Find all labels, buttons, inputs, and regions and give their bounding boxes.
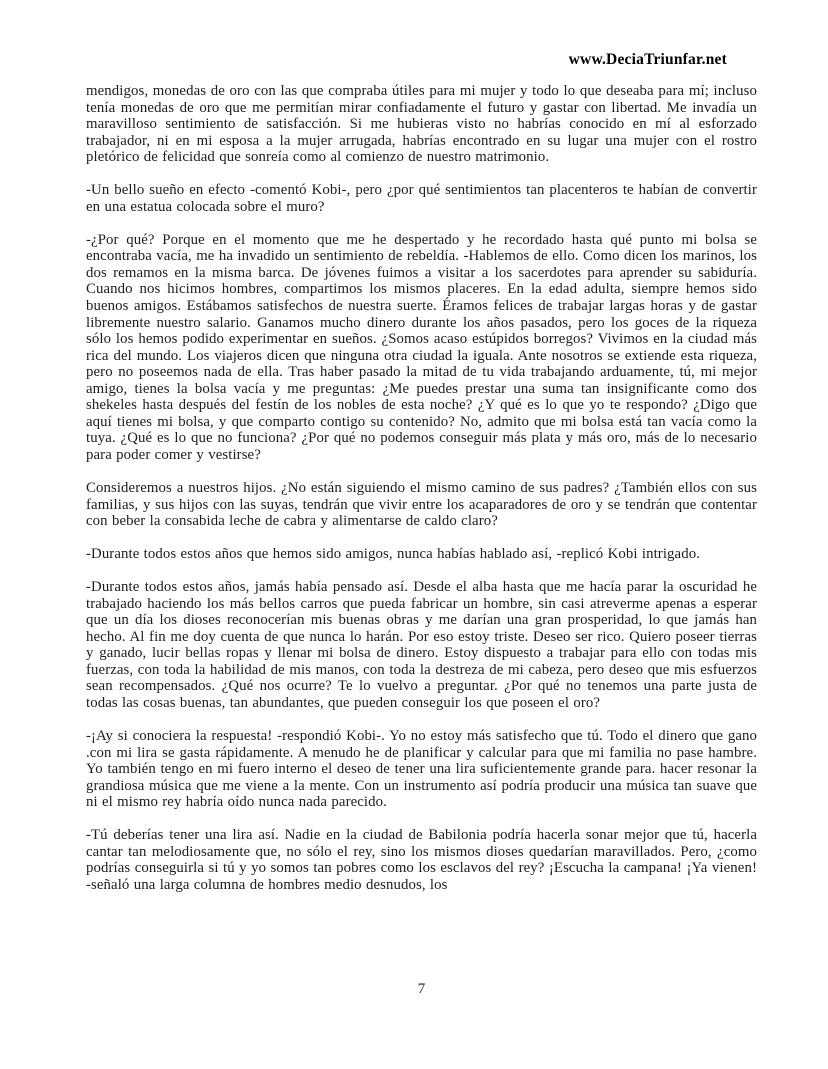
paragraph: mendigos, monedas de oro con las que compraba útiles para mi mujer y todo lo que deseaba para mí; incluso tenía monedas de oro que me permitían mirar confiadamente el futuro y gastar con libertad. Me invadía un maravilloso sentimiento de satisfacción. Si me hubieras visto no habrías conocido en mí al esforzado trabajador, ni en mi esposa a la mujer arrugada, habrías encontrado en su lugar una mujer con el rostro pletórico de felicidad que sonreía como al comienzo de nuestro matrimonio. [86, 83, 757, 166]
paragraph: -¡Ay si conociera la respuesta! -respondió Kobi-. Yo no estoy más satisfecho que tú. Todo el dinero que gano .con mi lira se gasta rápidamente. A menudo he de planificar y calcular para que mi familia no pase hambre. Yo también tengo en mi fuero interno el deseo de tener una lira suficientemente grande para. hacer resonar la grandiosa música que me viene a la mente. Con un instrumento así podría producir una música tan suave que ni el mismo rey habría oído nunca nada parecido. [86, 728, 757, 811]
paragraph: -Durante todos estos años, jamás había pensado así. Desde el alba hasta que me hacía parar la oscuridad he trabajado haciendo los más bellos carros que pueda fabricar un hombre, sin casi atreverme apenas a esperar que un día los dioses reconocerían mis buenas obras y me darían una gran prosperidad, lo que jamás han hecho. Al fin me doy cuenta de que nunca lo harán. Por eso estoy triste. Deseo ser rico. Quiero poseer tierras y ganado, lucir bellas ropas y llenar mi bolsa de dinero. Estoy dispuesto a trabajar para ello con todas mis fuerzas, con toda la habilidad de mis manos, con toda la destreza de mi cabeza, pero deseo que mis esfuerzos sean recompensados. ¿Qué nos ocurre? Te lo vuelvo a preguntar. ¿Por qué no tenemos una parte justa de todas las cosas buenas, tan abundantes, que pueden conseguir los que poseen el oro? [86, 579, 757, 711]
header-site-url: www.DeciaTriunfar.net [568, 51, 727, 68]
page-number: 7 [417, 981, 426, 997]
paragraph: Consideremos a nuestros hijos. ¿No están siguiendo el mismo camino de sus padres? ¿También ellos con sus familias, y sus hijos con las suyas, tendrán que vivir entre los acaparadores de oro y se tendrán que contentar con beber la consabida leche de cabra y alimentarse de caldo claro? [86, 479, 757, 530]
paragraph: -Durante todos estos años que hemos sido amigos, nunca habías hablado así, -replicó Kobi intrigado. [86, 546, 700, 563]
paragraph: -Tú deberías tener una lira así. Nadie en la ciudad de Babilonia podría hacerla sonar mejor que tú, hacerla cantar tan melodiosamente que, no sólo el rey, sino los mismos dioses quedarían maravillados. Pero, ¿como podrías conseguirla si tú y yo somos tan pobres como los esclavos del rey? ¡Escucha la campana! ¡Ya vienen! -señaló una larga columna de hombres medio desnudos, los [86, 827, 757, 893]
body-text [86, 83, 757, 910]
paragraph: -¿Por qué? Porque en el momento que me he despertado y he recordado hasta qué punto mi bolsa se encontraba vacía, me ha invadido un sentimiento de rebeldía. -Hablemos de ello. Como dicen los marinos, los dos remamos en la misma barca. De jóvenes fuimos a visitar a los sacerdotes para aprender su sabiduría. Cuando nos hicimos hombres, compartimos los mismos placeres. En la edad adulta, siempre hemos sido buenos amigos. Estábamos satisfechos de nuestra suerte. Éramos felices de trabajar largas horas y de gastar libremente nuestro salario. Ganamos mucho dinero durante los años pasados, pero los goces de la riqueza sólo los hemos podido experimentar en sueños. ¿Somos acaso estúpidos borregos? Vivimos en la ciudad más rica del mundo. Los viajeros dicen que ninguna otra ciudad la iguala. Ante nosotros se extiende esta riqueza, pero no poseemos nada de ella. Tras haber pasado la mitad de tu vida trabajando arduamente, tú, mi mejor amigo, tienes la bolsa vacía y me preguntas: ¿Me puedes prestar una suma tan insignificante como dos shekeles hasta después del festín de los nobles de esta noche? ¿Y qué es lo que yo te respondo? ¿Digo que aquí tienes mi bolsa, y que comparto contigo su contenido? No, admito que mi bolsa está tan vacía como la tuya. ¿Qué es lo que no funciona? ¿Por qué no podemos conseguir más plata y más oro, más de lo necesario para poder comer y vestirse? [86, 231, 757, 463]
paragraph: -Un bello sueño en efecto -comentó Kobi-, pero ¿por qué sentimientos tan placenteros te habían de convertir en una estatua colocada sobre el muro? [86, 182, 757, 215]
